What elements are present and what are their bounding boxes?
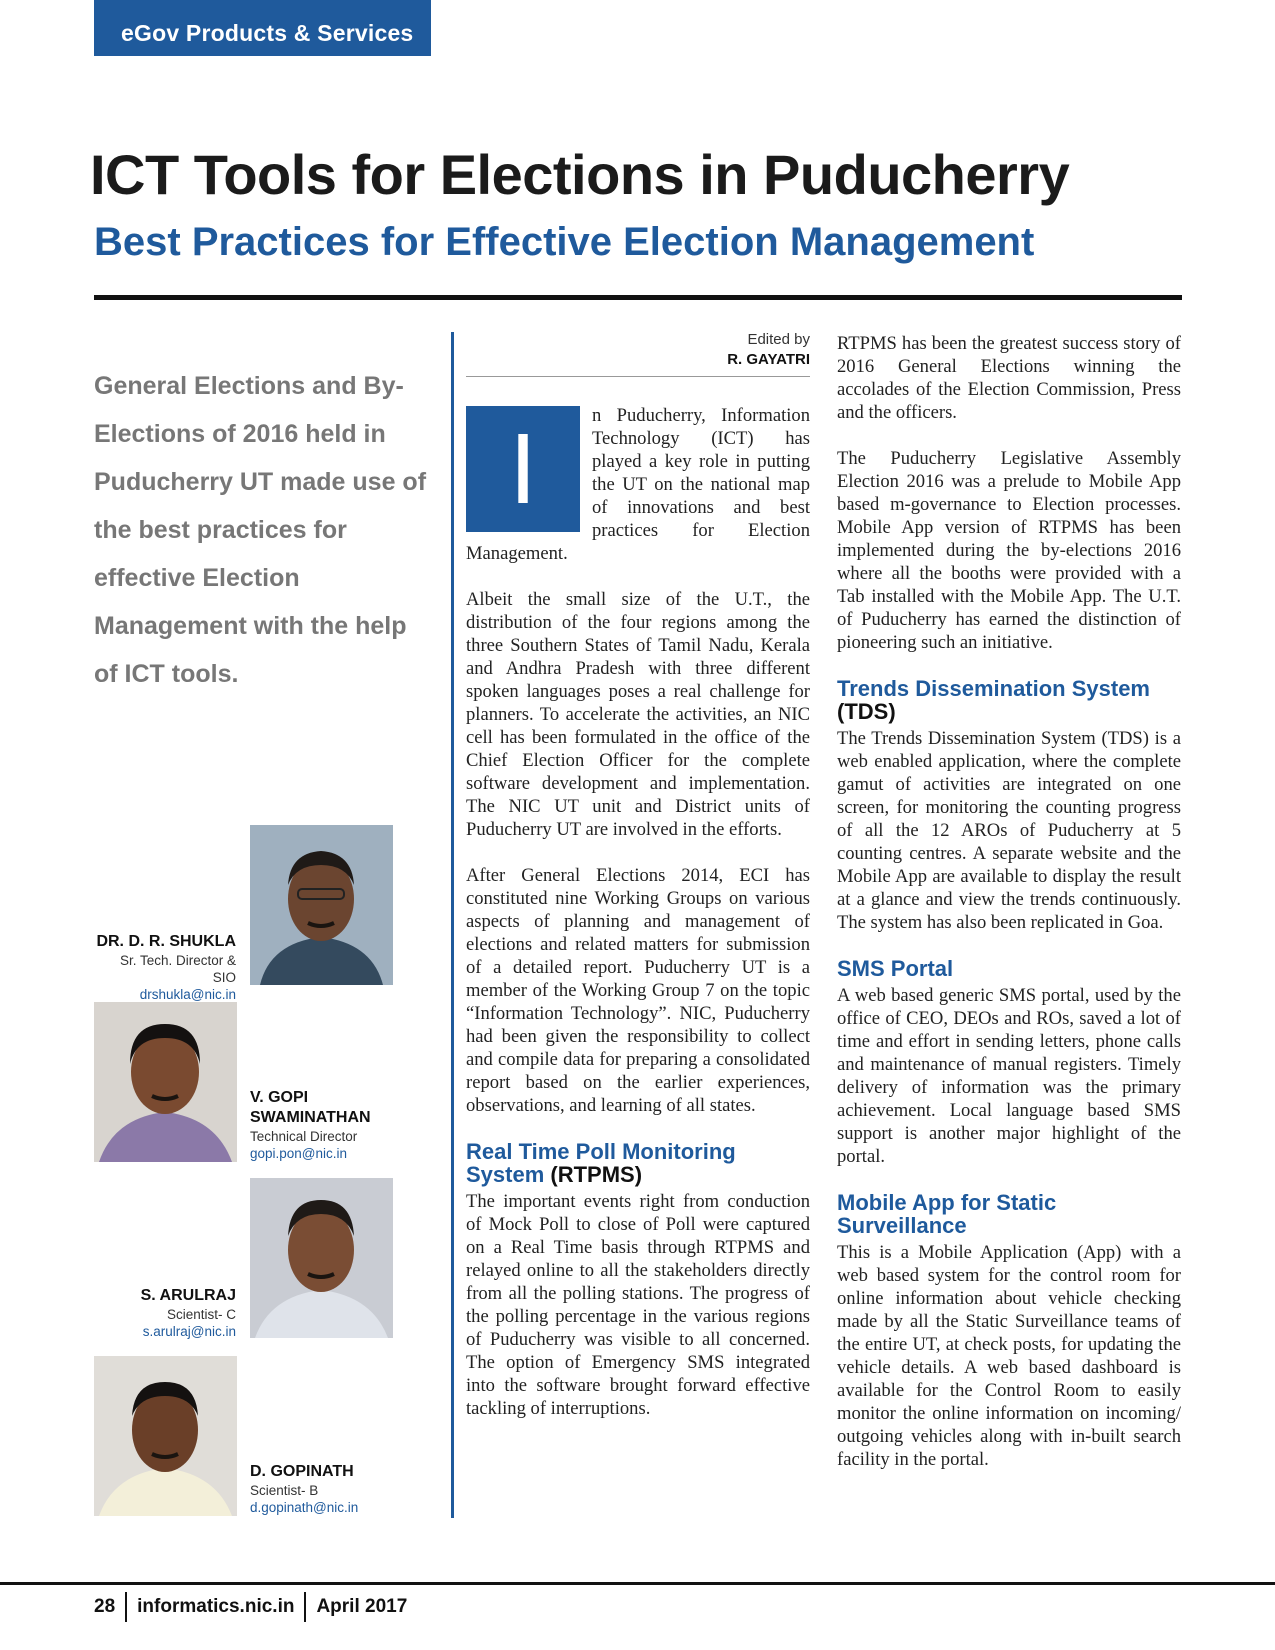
- edited-by-block: [466, 330, 810, 370]
- portrait-photo: [94, 1002, 237, 1162]
- section-heading-static-surveillance: Mobile App for Static Surveillance: [837, 1190, 1057, 1238]
- title-divider: [94, 295, 1182, 300]
- footer-separator: [125, 1592, 127, 1622]
- author-caption: [94, 1286, 236, 1340]
- section-tag: eGov Products & Services: [94, 0, 431, 56]
- author-email: s.arulraj@nic.in: [142, 1324, 236, 1339]
- page-footer: [94, 1590, 407, 1624]
- intro-paragraph: [466, 404, 810, 565]
- footer-date: April 2017: [316, 1596, 408, 1617]
- portrait-photo: [94, 1356, 237, 1516]
- author-email: d.gopinath@nic.in: [250, 1500, 359, 1515]
- section-heading-sms: SMS Portal: [837, 956, 954, 981]
- heading-blue: Trends Dissemination System: [837, 676, 1150, 701]
- article-title: ICT Tools for Elections in Puducherry: [90, 143, 1070, 206]
- page-number: 28: [94, 1596, 116, 1617]
- author-name: S. ARULRAJ: [140, 1287, 236, 1304]
- intro-text: n Puducherry, Information Technology (ICT) has played a key role in putting the UT on the national map of innovations and best practices for Election Management.: [466, 405, 810, 564]
- paragraph: This is a Mobile Application (App) with a web based system for the control room for online information about vehicle checking made by all the Static Surveillance teams of the entire UT, at check posts, for updating the vehicle details. A web based dashboard is available for the Control Room to easily monitor the online information on incoming/ outgoing vehicles along with in-built search facility in the portal.: [837, 1242, 1181, 1470]
- article-column-right: [837, 332, 1181, 1494]
- footer-site: informatics.nic.in: [137, 1596, 295, 1617]
- heading-dark: (TDS): [837, 699, 896, 724]
- paragraph: RTPMS has been the greatest success story of 2016 General Elections winning the accolades of the Election Commission, Press and the officers.: [837, 333, 1181, 423]
- section-heading-tds: [837, 677, 1181, 723]
- article-column-middle: [466, 404, 810, 1443]
- author-name: V. GOPI SWAMINATHAN: [250, 1089, 371, 1126]
- author-role: Sr. Tech. Director & SIO: [119, 953, 236, 985]
- heading-blue: Real Time Poll Monitoring System: [466, 1139, 736, 1187]
- paragraph: The Puducherry Legislative Assembly Election 2016 was a prelude to Mobile App based m-governance to Election processes. Mobile App version of RTPMS has been implemented during the by-elections 2016 where all the booths were provided with a Tab installed with the Mobile App. The U.T. of Puducherry has earned the distinction of pioneering such an initiative.: [837, 448, 1181, 653]
- author-name: D. GOPINATH: [250, 1463, 354, 1480]
- footer-separator: [304, 1592, 306, 1622]
- heading-dark: (RTPMS): [550, 1162, 643, 1187]
- portrait-photo: [250, 825, 393, 985]
- editor-name: R. GAYATRI: [727, 351, 810, 368]
- paragraph: The Trends Dissemination System (TDS) is a web enabled application, where the complete gamut of activities are integrated on one screen, for monitoring the counting progress of all the 12 AROs of Puducherry at 5 counting centres. A separate website and the Mobile App are available to display the result at a glance and view the trends continuously. The system has also been replicated in Goa.: [837, 728, 1181, 933]
- author-role: Technical Director: [250, 1129, 358, 1144]
- lead-text: General Elections and By-Elections of 2016 held in Puducherry UT made use of the best practices for effective Election Management with the help of ICT tools.: [94, 372, 427, 688]
- article-subtitle: Best Practices for Effective Election Management: [94, 220, 1035, 264]
- column-divider: [451, 332, 454, 1518]
- paragraph: The important events right from conduction of Mock Poll to close of Poll were captured on a Real Time basis through RTPMS and relayed online to all the stakeholders directly from all the polling stations. The progress of the polling percentage in the various regions of Puducherry was visible to all concerned. The option of Emergency SMS integrated into the software brought forward effective tackling of interruptions.: [466, 1191, 810, 1419]
- author-email: gopi.pon@nic.in: [250, 1146, 348, 1161]
- author-role: Scientist- C: [166, 1307, 236, 1322]
- drop-cap: I: [466, 406, 580, 532]
- author-name: DR. D. R. SHUKLA: [96, 933, 236, 950]
- edited-by-label: Edited by: [747, 331, 810, 348]
- author-caption: [250, 1088, 400, 1162]
- paragraph: After General Elections 2014, ECI has constituted nine Working Groups on various aspects of planning and management of elections and related matters for submission of a detailed report. Puducherry UT is a member of the Working Group 7 on the topic “Information Technology”. NIC, Puducherry had been given the responsibility to collect and compile data for preparing a consolidated report based on the earlier experiences, observations, and learning of all states.: [466, 865, 810, 1116]
- author-role: Scientist- B: [250, 1483, 319, 1498]
- paragraph: A web based generic SMS portal, used by the office of CEO, DEOs and ROs, saved a lot of time and effort in sending letters, phone calls and maintenance of manual registers. Timely delivery of information was the primary achievement. Local language based SMS support is another major highlight of the portal.: [837, 985, 1181, 1167]
- paragraph: Albeit the small size of the U.T., the distribution of the four regions among the three Southern States of Tamil Nadu, Kerala and Andhra Pradesh with three different spoken languages poses a real challenge for planners. To accelerate the activities, an NIC cell has been formulated in the office of the Chief Election Officer for the complete software development and implementation. The NIC UT unit and District units of Puducherry UT are involved in the efforts.: [466, 589, 810, 840]
- author-email: drshukla@nic.in: [139, 987, 236, 1002]
- portrait-photo: [250, 1178, 393, 1338]
- author-caption: [250, 1462, 400, 1516]
- footer-divider: [0, 1582, 1275, 1585]
- author-caption: [94, 932, 236, 1003]
- section-heading-rtpms: [466, 1140, 810, 1186]
- edited-by-divider: [466, 376, 810, 377]
